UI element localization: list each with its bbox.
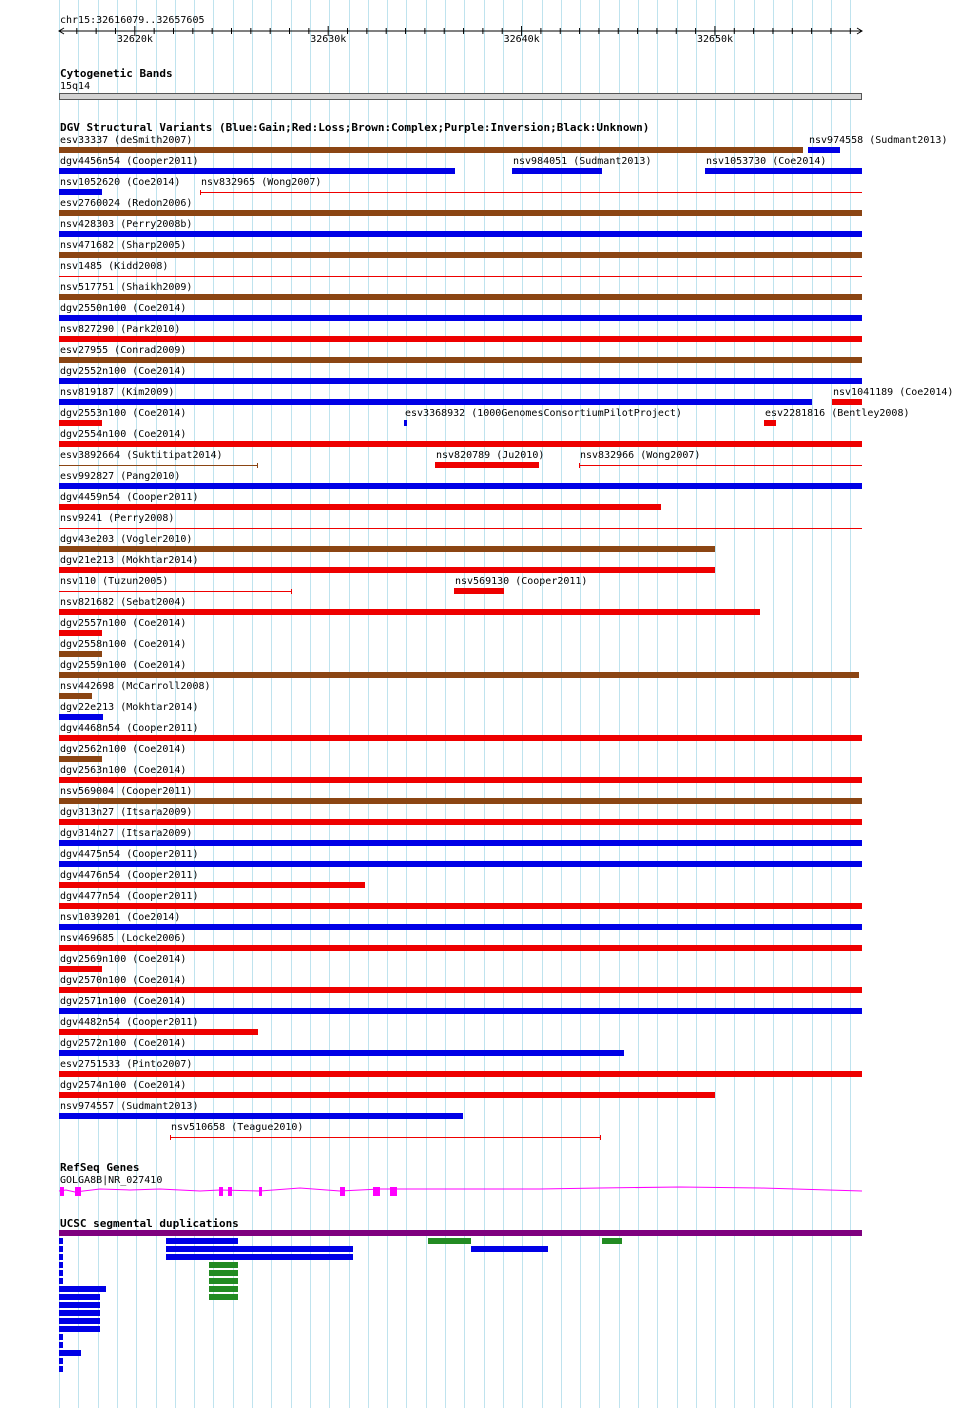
variant-bar[interactable] [59, 630, 102, 636]
variant-label[interactable]: nsv832965 (Wong2007) [201, 177, 322, 188]
variant-bar[interactable] [59, 777, 862, 783]
segdup-block[interactable] [209, 1294, 238, 1300]
variant-label[interactable]: dgv4482n54 (Cooper2011) [60, 1017, 199, 1028]
variant-bar[interactable] [59, 924, 862, 930]
segdup-block[interactable] [59, 1238, 63, 1244]
segdup-block[interactable] [59, 1334, 63, 1340]
variant-label[interactable]: esv2281816 (Bentley2008) [765, 408, 910, 419]
variant-bar[interactable] [59, 693, 92, 699]
variant-bar[interactable] [59, 882, 365, 888]
variant-label[interactable]: nsv9241 (Perry2008) [60, 513, 175, 524]
segdup-block[interactable] [59, 1278, 63, 1284]
variant-bar[interactable] [512, 168, 602, 174]
variant-label[interactable]: nsv821682 (Sebat2004) [60, 597, 187, 608]
segdup-block[interactable] [59, 1310, 100, 1316]
variant-label[interactable]: dgv2552n100 (Coe2014) [60, 366, 187, 377]
segdup-block[interactable] [59, 1342, 63, 1348]
variant-label[interactable]: nsv819187 (Kim2009) [60, 387, 175, 398]
variant-label[interactable]: nsv110 (Tuzun2005) [60, 576, 169, 587]
segdup-block[interactable] [59, 1294, 100, 1300]
variant-label[interactable]: nsv1052620 (Coe2014) [60, 177, 181, 188]
segdup-block[interactable] [59, 1230, 862, 1236]
segdup-block[interactable] [59, 1358, 63, 1364]
segdup-block[interactable] [59, 1318, 100, 1324]
variant-line[interactable] [59, 465, 258, 466]
variant-end-cap [291, 589, 292, 594]
gene-label[interactable]: GOLGA8B|NR_027410 [60, 1175, 163, 1186]
variant-label[interactable]: esv3892664 (Suktitipat2014) [60, 450, 223, 461]
variant-bar[interactable] [59, 441, 862, 447]
variant-label[interactable]: dgv2572n100 (Coe2014) [60, 1038, 187, 1049]
cytoband-label: 15q14 [60, 81, 91, 92]
segdup-block[interactable] [471, 1246, 548, 1252]
variant-bar[interactable] [59, 1092, 715, 1098]
variant-label[interactable]: nsv1485 (Kidd2008) [60, 261, 169, 272]
variant-label[interactable]: esv33337 (deSmith2007) [60, 135, 193, 146]
variant-label[interactable]: nsv1039201 (Coe2014) [60, 912, 181, 923]
ruler-tick-label: 32640k [503, 34, 540, 45]
gene-model[interactable] [0, 1182, 890, 1202]
variant-bar[interactable] [59, 315, 862, 321]
variant-label[interactable]: dgv2569n100 (Coe2014) [60, 954, 187, 965]
segdup-block[interactable] [602, 1238, 622, 1244]
variant-bar[interactable] [705, 168, 862, 174]
variant-label[interactable]: dgv2559n100 (Coe2014) [60, 660, 187, 671]
segdup-block[interactable] [209, 1286, 238, 1292]
variant-bar[interactable] [59, 378, 862, 384]
variant-label[interactable]: nsv442698 (McCarroll2008) [60, 681, 211, 692]
variant-label[interactable]: esv3368932 (1000GenomesConsortiumPilotProject) [405, 408, 682, 419]
variant-label[interactable]: nsv832966 (Wong2007) [580, 450, 701, 461]
variant-bar[interactable] [435, 462, 539, 468]
segdup-block[interactable] [59, 1366, 63, 1372]
variant-end-cap [257, 463, 258, 468]
ruler-tick-label: 32650k [696, 34, 734, 45]
variant-label[interactable]: dgv22e213 (Mokhtar2014) [60, 702, 199, 713]
cytoband-track-title: Cytogenetic Bands [60, 67, 173, 80]
variant-label[interactable]: dgv2562n100 (Coe2014) [60, 744, 187, 755]
variant-bar[interactable] [59, 819, 862, 825]
gene-exon[interactable] [373, 1187, 380, 1196]
variant-bar[interactable] [808, 147, 840, 153]
variant-label[interactable]: esv2760024 (Redon2006) [60, 198, 193, 209]
variant-label[interactable]: dgv43e203 (Vogler2010) [60, 534, 193, 545]
variant-bar[interactable] [59, 1071, 862, 1077]
variant-label[interactable]: nsv569130 (Cooper2011) [455, 576, 588, 587]
variant-bar[interactable] [832, 399, 862, 405]
variant-line[interactable] [170, 1137, 601, 1138]
variant-bar[interactable] [59, 1113, 463, 1119]
variant-label[interactable]: dgv2557n100 (Coe2014) [60, 618, 187, 629]
segdup-block[interactable] [166, 1254, 353, 1260]
variant-label[interactable]: nsv469685 (Locke2006) [60, 933, 187, 944]
variant-bar[interactable] [59, 987, 862, 993]
segdup-block[interactable] [166, 1238, 238, 1244]
variant-label[interactable]: dgv4477n54 (Cooper2011) [60, 891, 199, 902]
variant-label[interactable]: nsv974558 (Sudmant2013) [809, 135, 948, 146]
cytoband-bar[interactable] [59, 93, 862, 100]
segdup-track-title: UCSC segmental duplications [60, 1217, 239, 1230]
gene-exon[interactable] [228, 1187, 232, 1196]
variant-label[interactable]: nsv510658 (Teague2010) [171, 1122, 304, 1133]
variant-label[interactable]: dgv2570n100 (Coe2014) [60, 975, 187, 986]
variant-label[interactable]: esv992827 (Pang2010) [60, 471, 181, 482]
variant-bar[interactable] [59, 483, 862, 489]
variant-bar[interactable] [59, 861, 862, 867]
variant-start-cap [170, 1135, 171, 1140]
variant-line[interactable] [579, 465, 862, 466]
variant-bar[interactable] [59, 903, 862, 909]
ruler-tick-label: 32630k [310, 34, 347, 45]
variant-label[interactable]: dgv4459n54 (Cooper2011) [60, 492, 199, 503]
variant-label[interactable]: dgv314n27 (Itsara2009) [60, 828, 193, 839]
variant-label[interactable]: dgv2550n100 (Coe2014) [60, 303, 187, 314]
segdup-block[interactable] [59, 1302, 100, 1308]
variant-label[interactable]: nsv517751 (Shaikh2009) [60, 282, 193, 293]
variant-bar[interactable] [59, 399, 812, 405]
gene-exon[interactable] [259, 1187, 262, 1196]
segdup-block[interactable] [209, 1278, 238, 1284]
variant-bar[interactable] [59, 147, 803, 153]
variant-bar[interactable] [59, 651, 102, 657]
variant-line[interactable] [59, 591, 292, 592]
segdup-block[interactable] [59, 1286, 106, 1292]
variant-bar[interactable] [59, 357, 862, 363]
ruler-tick-label: 32620k [116, 34, 153, 45]
variant-label[interactable]: dgv4475n54 (Cooper2011) [60, 849, 199, 860]
variant-end-cap [600, 1135, 601, 1140]
variant-start-cap [579, 463, 580, 468]
segdup-block[interactable] [59, 1350, 81, 1356]
variant-bar[interactable] [59, 294, 862, 300]
variant-bar[interactable] [59, 546, 715, 552]
variant-bar[interactable] [59, 735, 862, 741]
gene-exon[interactable] [75, 1187, 81, 1196]
variant-label[interactable]: dgv4456n54 (Cooper2011) [60, 156, 199, 167]
variant-label[interactable]: dgv4476n54 (Cooper2011) [60, 870, 199, 881]
variant-label[interactable]: dgv2563n100 (Coe2014) [60, 765, 187, 776]
variant-bar[interactable] [59, 672, 859, 678]
region-label: chr15:32616079..32657605 [60, 15, 205, 26]
variant-bar[interactable] [59, 1029, 258, 1035]
variant-label[interactable]: dgv313n27 (Itsara2009) [60, 807, 193, 818]
variant-bar[interactable] [59, 189, 102, 195]
variant-bar[interactable] [59, 567, 715, 573]
variant-line[interactable] [59, 528, 862, 529]
variant-label[interactable]: nsv471682 (Sharp2005) [60, 240, 187, 251]
variant-bar[interactable] [59, 1008, 862, 1014]
variant-bar[interactable] [59, 252, 862, 258]
segdup-block[interactable] [166, 1246, 353, 1252]
variant-label[interactable]: nsv1041189 (Coe2014) [833, 387, 953, 398]
variant-bar[interactable] [404, 420, 407, 426]
variant-line[interactable] [200, 192, 862, 193]
segdup-block[interactable] [428, 1238, 471, 1244]
gene-exon[interactable] [60, 1187, 64, 1196]
gene-exon[interactable] [340, 1187, 345, 1196]
variant-label[interactable]: nsv974557 (Sudmant2013) [60, 1101, 199, 1112]
variant-bar[interactable] [454, 588, 504, 594]
variant-bar[interactable] [59, 210, 862, 216]
variant-label[interactable]: dgv2574n100 (Coe2014) [60, 1080, 187, 1091]
variant-bar[interactable] [59, 336, 862, 342]
variant-label[interactable]: dgv2571n100 (Coe2014) [60, 996, 187, 1007]
variant-label[interactable]: nsv428303 (Perry2008b) [60, 219, 193, 230]
variant-bar[interactable] [59, 609, 760, 615]
variant-bar[interactable] [764, 420, 776, 426]
variant-label[interactable]: nsv569004 (Cooper2011) [60, 786, 193, 797]
gene-intron-line[interactable] [59, 1187, 862, 1192]
segdup-block[interactable] [59, 1326, 100, 1332]
dgv-track-title: DGV Structural Variants (Blue:Gain;Red:Loss;Brown:Complex;Purple:Inversion;Black:Unknown) [60, 121, 650, 134]
variant-bar[interactable] [59, 945, 862, 951]
segdup-block[interactable] [209, 1270, 238, 1276]
variant-label[interactable]: esv2751533 (Pinto2007) [60, 1059, 193, 1070]
variant-line[interactable] [59, 276, 862, 277]
variant-bar[interactable] [59, 798, 862, 804]
variant-label[interactable]: nsv827290 (Park2010) [60, 324, 181, 335]
gene-exon[interactable] [390, 1187, 397, 1196]
variant-label[interactable]: dgv21e213 (Mokhtar2014) [60, 555, 199, 566]
segdup-block[interactable] [209, 1262, 238, 1268]
variant-label[interactable]: dgv4468n54 (Cooper2011) [60, 723, 199, 734]
variant-label[interactable]: nsv1053730 (Coe2014) [706, 156, 827, 167]
gene-exon[interactable] [219, 1187, 223, 1196]
variant-bar[interactable] [59, 1050, 624, 1056]
variant-bar[interactable] [59, 714, 103, 720]
variant-label[interactable]: dgv2553n100 (Coe2014) [60, 408, 187, 419]
variant-start-cap [200, 190, 201, 195]
segdup-block[interactable] [59, 1270, 63, 1276]
variant-label[interactable]: esv27955 (Conrad2009) [60, 345, 187, 356]
refseq-track-title: RefSeq Genes [60, 1161, 140, 1174]
variant-bar[interactable] [59, 168, 455, 174]
segdup-block[interactable] [59, 1262, 63, 1268]
segdup-block[interactable] [59, 1254, 63, 1260]
variant-label[interactable]: dgv2558n100 (Coe2014) [60, 639, 187, 650]
segdup-block[interactable] [59, 1246, 63, 1252]
variant-bar[interactable] [59, 504, 661, 510]
variant-label[interactable]: dgv2554n100 (Coe2014) [60, 429, 187, 440]
variant-label[interactable]: nsv820789 (Ju2010) [436, 450, 545, 461]
variant-bar[interactable] [59, 756, 102, 762]
variant-bar[interactable] [59, 840, 862, 846]
variant-bar[interactable] [59, 231, 862, 237]
variant-bar[interactable] [59, 966, 102, 972]
variant-label[interactable]: nsv984051 (Sudmant2013) [513, 156, 652, 167]
variant-bar[interactable] [59, 420, 102, 426]
